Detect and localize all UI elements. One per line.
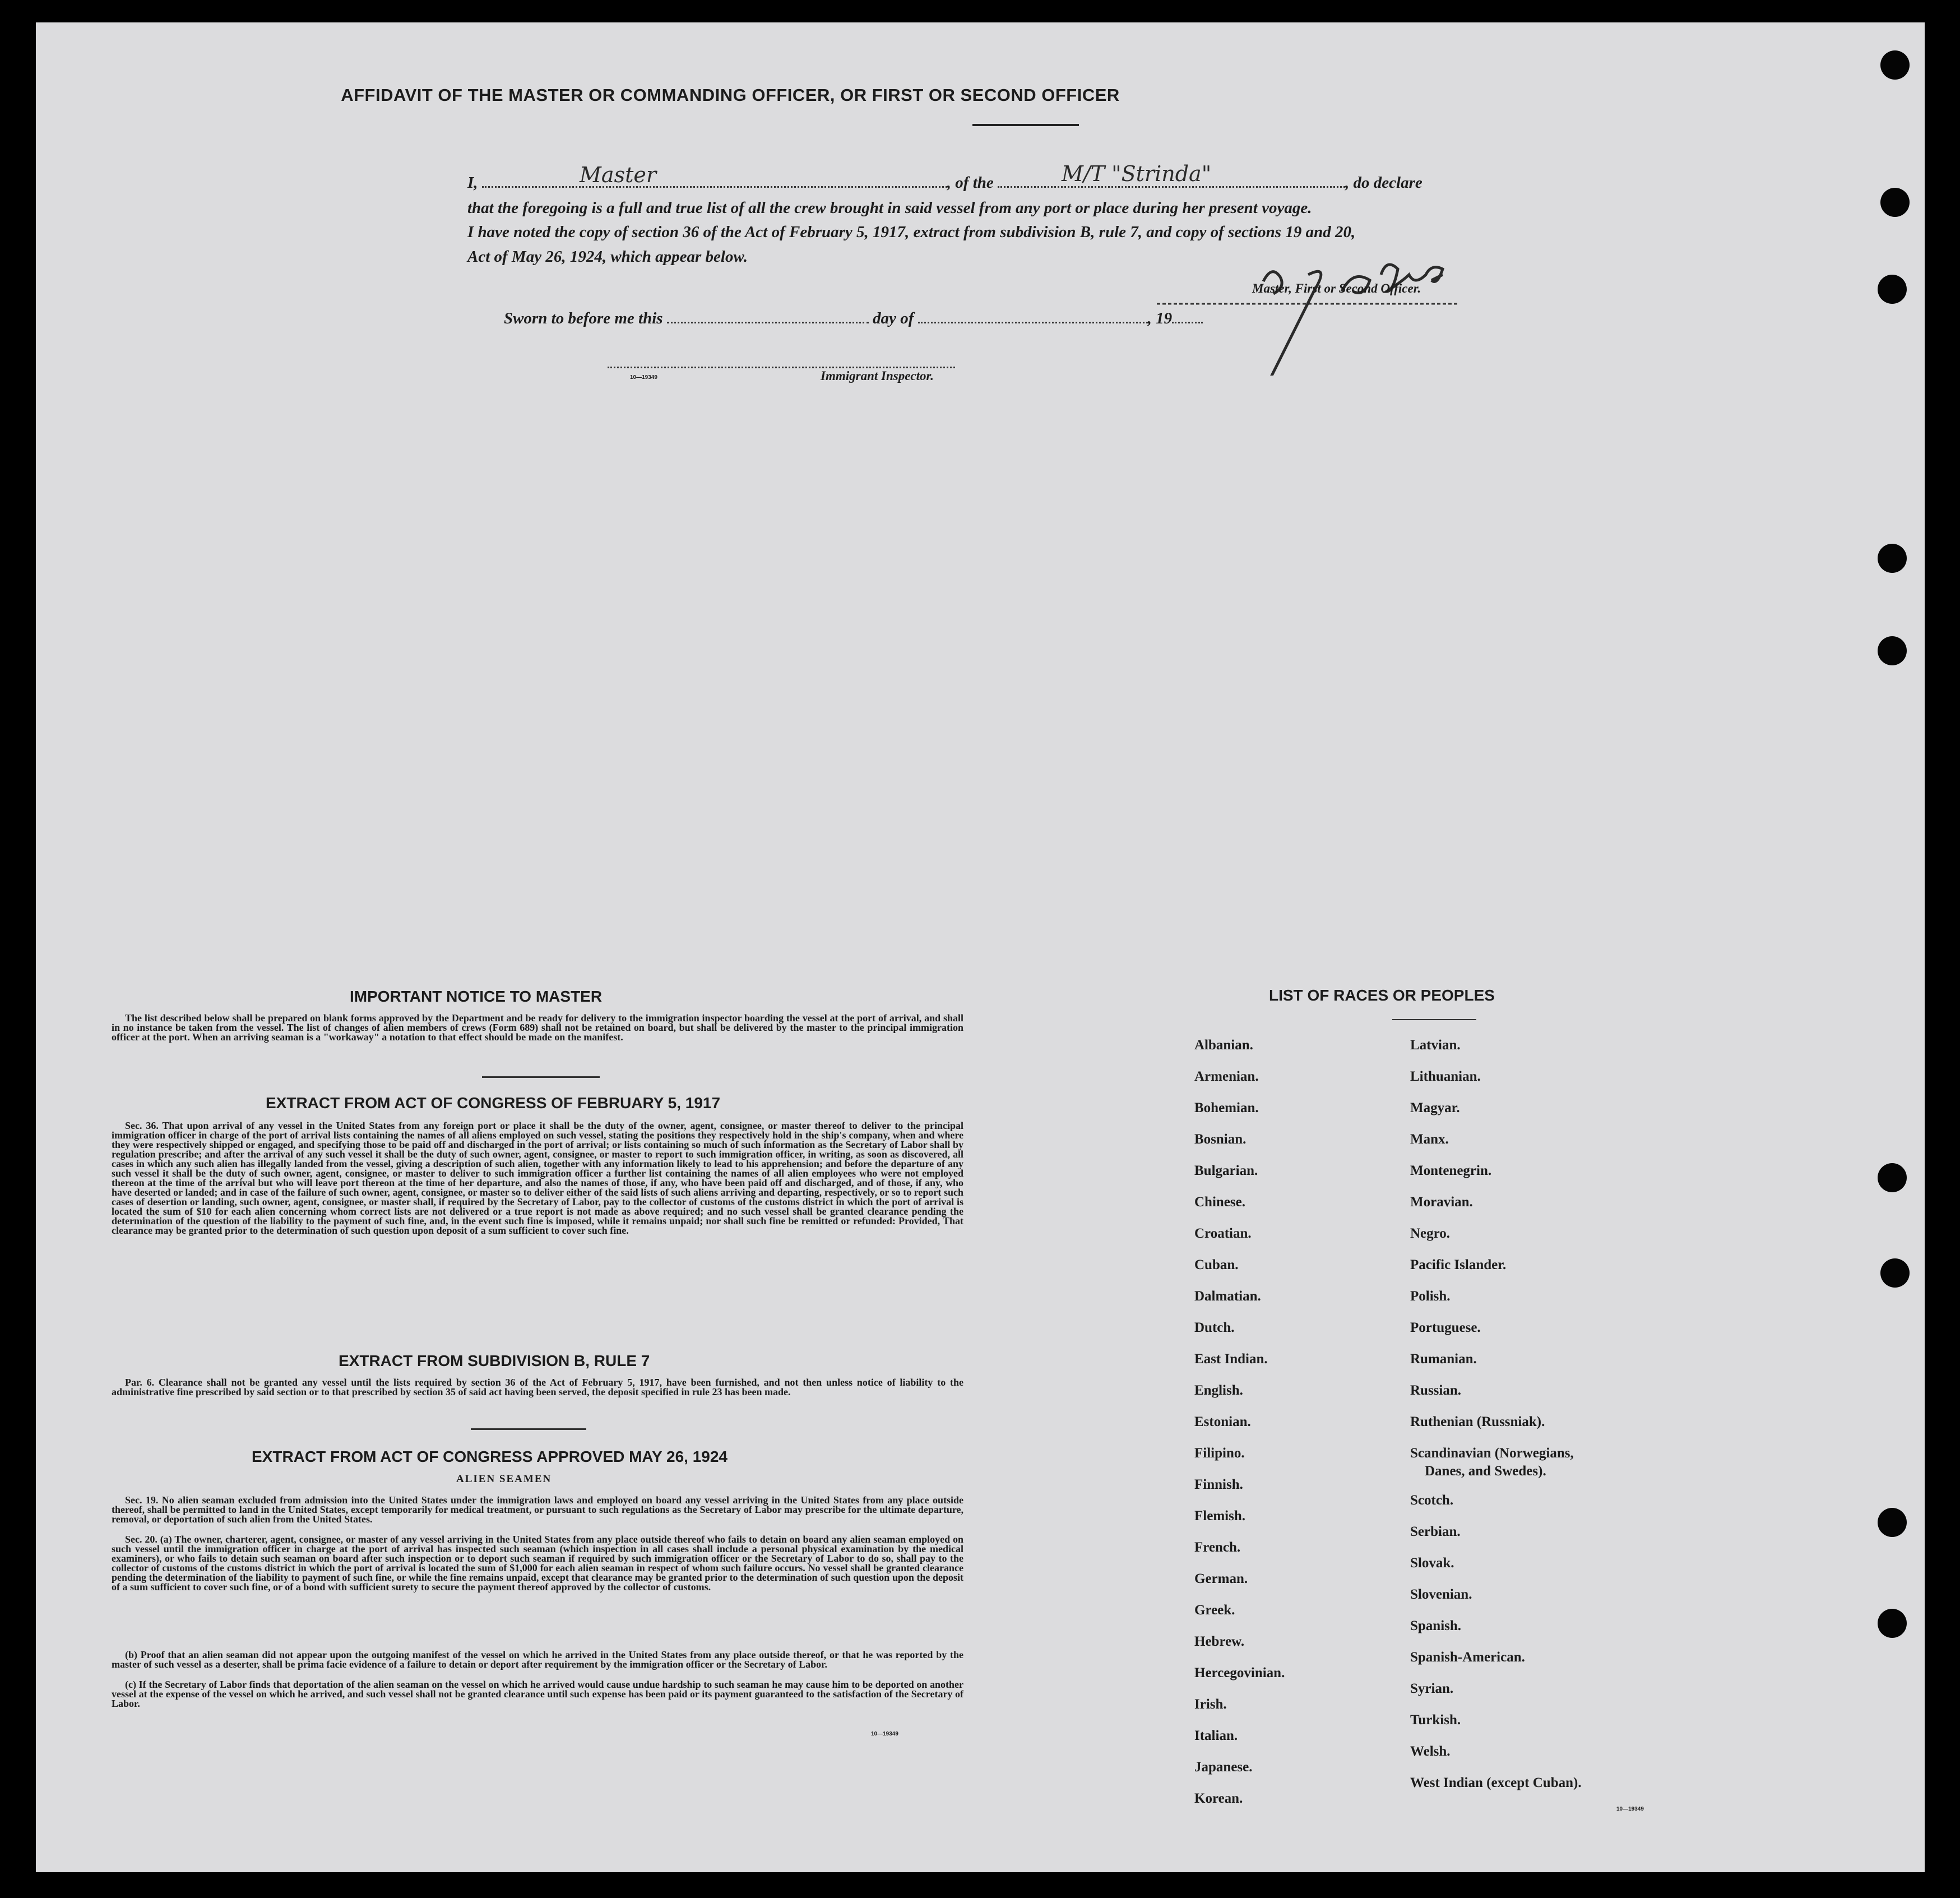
declare-label: , do declare xyxy=(1345,174,1422,192)
races-form-number: 10—19349 xyxy=(1616,1806,1644,1812)
race-item: Turkish. xyxy=(1410,1712,1461,1728)
day-of-label: day of xyxy=(873,309,914,327)
sworn-line xyxy=(504,309,1203,328)
alien-seamen-subtitle: ALIEN SEAMEN xyxy=(456,1473,552,1485)
race-item: Latvian. xyxy=(1410,1038,1461,1053)
sworn-month-field xyxy=(918,321,1148,323)
race-item: Spanish. xyxy=(1410,1618,1462,1633)
race-item: Manx. xyxy=(1410,1132,1449,1147)
inspector-caption: Immigrant Inspector. xyxy=(821,369,934,383)
signature xyxy=(1146,241,1549,376)
race-item: Filipino. xyxy=(1194,1446,1245,1461)
races-rule xyxy=(1392,1019,1476,1020)
punch-hole xyxy=(1878,1609,1907,1638)
race-item: Armenian. xyxy=(1194,1069,1259,1084)
race-item: East Indian. xyxy=(1194,1351,1268,1367)
race-item: Slovak. xyxy=(1410,1556,1454,1571)
title-rule xyxy=(972,124,1079,126)
race-item: Polish. xyxy=(1410,1289,1451,1304)
race-item: Hebrew. xyxy=(1194,1634,1245,1649)
affidavit-title: AFFIDAVIT OF THE MASTER OR COMMANDING OFFICER, OR FIRST OR SECOND OFFICER xyxy=(341,85,1120,105)
race-item: Bosnian. xyxy=(1194,1132,1247,1147)
race-item: Estonian. xyxy=(1194,1414,1251,1429)
race-item: Spanish-American. xyxy=(1410,1650,1525,1665)
extract-1924-sec20a: Sec. 20. (a) The owner, charterer, agent, consignee, or master of any vessel arriving in the United States from any place outside thereof who fails to detain on board any alien seaman employed on such vessel until the immigration officer in charge at the port of arrival has inspected such seaman (which inspection in all cases shall include a personal physical examination by the medical examiners), or who fails to detain such seaman on board after such inspection or to deport such seaman if required by such immigration officer or the Secretary of Labor to do so, shall pay to the collector of customs of the customs district in which the port of arrival is located the sum of $1,000 for each alien seaman in respect of whom such failure occurs. No vessel shall be granted clearance pending the determination of the liability to payment of such fine, or while the fine remains unpaid, except that clearance may be granted prior to the determination of such question upon the deposit of a sum sufficient to cover such fine, or of a bond with sufficient surety to secure the payment thereof approved by the collector of customs. xyxy=(112,1534,963,1593)
race-item: Flemish. xyxy=(1194,1508,1245,1524)
of-the-label: , of the xyxy=(947,174,994,192)
race-item: English. xyxy=(1194,1383,1243,1398)
race-item: German. xyxy=(1194,1571,1248,1586)
races-title: LIST OF RACES OR PEOPLES xyxy=(1269,987,1495,1004)
race-item: Portuguese. xyxy=(1410,1320,1481,1335)
race-item: Dutch. xyxy=(1194,1320,1235,1335)
affidavit-line-3: I have noted the copy of section 36 of the Act of February 5, 1917, extract from subdivision B, rule 7, and copy of sections 19 and 20, xyxy=(467,223,1356,241)
extract-form-number: 10—19349 xyxy=(871,1731,898,1737)
race-item: West Indian (except Cuban). xyxy=(1410,1775,1582,1790)
handwritten-vessel: M/T "Strinda" xyxy=(1062,161,1212,186)
extract-1924-sec20b: (b) Proof that an alien seaman did not appear upon the outgoing manifest of the vessel on which he arrived in the United States from any place outside thereof, or that he was reported by the master of such vessel as a deserter, shall be prima facie evidence of a failure to detain or deport after requirement by the immigration officer or the Secretary of Labor. xyxy=(112,1649,963,1670)
race-item: Slovenian. xyxy=(1410,1587,1472,1602)
punch-hole xyxy=(1880,50,1910,80)
race-item: Irish. xyxy=(1194,1697,1227,1712)
affidavit-line-2: that the foregoing is a full and true list of all the crew brought in said vessel from any port or place during her present voyage. xyxy=(467,199,1312,217)
extract-1924-sec20c: (c) If the Secretary of Labor finds that deportation of the alien seaman on the vessel on which he arrived would cause undue hardship to such seaman he may cause him to be deported on another vessel at the expense of the vessel on which he arrived, and such vessel shall not be granted clearance until such expense has been paid or its payment guaranteed to the satisfaction of the Secretary of Labor. xyxy=(112,1679,963,1709)
handwritten-rank: Master xyxy=(580,163,656,187)
race-item: Bohemian. xyxy=(1194,1100,1259,1115)
race-item: Welsh. xyxy=(1410,1744,1451,1759)
race-item: Bulgarian. xyxy=(1194,1163,1258,1178)
race-item: Hercegovinian. xyxy=(1194,1665,1285,1681)
race-item: Russian. xyxy=(1410,1383,1462,1398)
divider-1 xyxy=(482,1076,600,1078)
race-item: Korean. xyxy=(1194,1791,1243,1806)
sworn-label: Sworn to before me this xyxy=(504,309,663,327)
notice-title: IMPORTANT NOTICE TO MASTER xyxy=(350,988,603,1005)
punch-hole xyxy=(1878,544,1907,573)
inspector-signature-field xyxy=(608,365,955,368)
rank-field xyxy=(482,185,947,188)
punch-hole xyxy=(1878,275,1907,304)
race-item: Danes, and Swedes). xyxy=(1425,1464,1546,1479)
race-item: Ruthenian (Russniak). xyxy=(1410,1414,1545,1429)
divider-2 xyxy=(471,1428,586,1430)
punch-hole xyxy=(1878,1508,1907,1537)
race-item: Dalmatian. xyxy=(1194,1289,1261,1304)
document-page xyxy=(36,22,1925,1872)
race-item: Cuban. xyxy=(1194,1257,1239,1272)
extract-1917-title: EXTRACT FROM ACT OF CONGRESS OF FEBRUARY 5, 1917 xyxy=(266,1094,721,1112)
extract-1917-body: Sec. 36. That upon arrival of any vessel in the United States from any foreign port or place it shall be the duty of the owner, agent, consignee, or master thereof to deliver to the principal immigration officer in charge of the port of arrival lists containing the names of all aliens employed on such vessel, stating the positions they respectively hold in the ship's company, when and where they were respectively shipped or engaged, and specifying those to be paid off and discharged in the port of arrival; or lists containing so much of such information as the Secretary of Labor shall by regulation prescribe; and after the arrival of any such vessel it shall be the duty of such owner, agent, consignee, or master to report to such immigration officer, in writing, as soon as discovered, all cases in which any such alien has illegally landed from the vessel, giving a description of such alien, together with any information likely to lead to his apprehension; and before the departure of any such vessel it shall be the duty of such owner, agent, consignee, or master to deliver to such immigration officer a further list containing the names of all alien employees who were not employed thereon at the time of the arrival but who will leave port thereon at the time of her departure, and also the names of those, if any, who have been paid off and discharged, and of those, if any, who have deserted or landed; and in case of the failure of such owner, agent, consignee, or master so to deliver either of the said lists of such aliens arriving and departing, respectively, or so to report such cases of desertion or landing, such owner, agent, consignee, or master shall, if required by the Secretary of Labor, pay to the collector of customs of the customs district in which the port of arrival is located the sum of $10 for each alien concerning whom correct lists are not delivered or a true report is not made as above required; and no such vessel shall be granted clearance pending the determination of the question of the liability to the payment of such fine, and, in the event such fine is imposed, while it remains unpaid; nor shall such fine be remitted or refunded: Provided, That clearance may be granted prior to the determination of such question upon deposit of a sum sufficient to cover such fine. xyxy=(112,1120,963,1236)
punch-hole xyxy=(1878,1163,1907,1192)
race-item: Serbian. xyxy=(1410,1524,1461,1539)
punch-hole xyxy=(1878,636,1907,665)
year-field xyxy=(1172,321,1203,323)
extract-1924-title: EXTRACT FROM ACT OF CONGRESS APPROVED MAY 26, 1924 xyxy=(252,1448,728,1465)
race-item: Moravian. xyxy=(1410,1195,1473,1210)
race-item: Rumanian. xyxy=(1410,1351,1477,1367)
race-item: Chinese. xyxy=(1194,1195,1245,1210)
rule7-body: Par. 6. Clearance shall not be granted any vessel until the lists required by section 36 of the Act of February 5, 1917, have been furnished, and not then unless notice of liability to the administrative fine prescribed by said section or to that prescribed by section 35 of said act having been served, the deposit specified in rule 23 has been made. xyxy=(112,1377,963,1397)
race-item: Syrian. xyxy=(1410,1681,1454,1696)
race-item: Croatian. xyxy=(1194,1226,1252,1241)
race-item: Japanese. xyxy=(1194,1760,1253,1775)
race-item: Scotch. xyxy=(1410,1493,1454,1508)
race-item: Italian. xyxy=(1194,1728,1238,1743)
race-item: Magyar. xyxy=(1410,1100,1460,1115)
race-item: French. xyxy=(1194,1540,1241,1555)
affidavit-line-4: Act of May 26, 1924, which appear below. xyxy=(467,248,748,266)
race-item: Scandinavian (Norwegians, xyxy=(1410,1446,1574,1461)
punch-hole xyxy=(1880,188,1910,217)
race-item: Albanian. xyxy=(1194,1038,1253,1053)
rule7-title: EXTRACT FROM SUBDIVISION B, RULE 7 xyxy=(339,1352,650,1369)
signature-caption: Master, First or Second Officer. xyxy=(1252,281,1421,295)
race-item: Greek. xyxy=(1194,1603,1235,1618)
i-label: I, xyxy=(467,174,478,192)
race-item: Montenegrin. xyxy=(1410,1163,1492,1178)
race-item: Lithuanian. xyxy=(1410,1069,1481,1084)
year-label: , 19 xyxy=(1147,309,1173,327)
sworn-day-field xyxy=(667,321,869,323)
notice-body: The list described below shall be prepared on blank forms approved by the Department and be ready for delivery to the immigration inspector boarding the vessel at the port of arrival, and shall in no instance be taken from the vessel. The list of changes of alien members of crews (Form 689) shall not be retained on board, but shall be delivered by the master to the principal immigration officer at the port. When an arriving seaman is a "workaway" a notation to that effect should be made on the manifest. xyxy=(112,1012,963,1043)
race-item: Negro. xyxy=(1410,1226,1451,1241)
race-item: Pacific Islander. xyxy=(1410,1257,1507,1272)
punch-hole xyxy=(1880,1258,1910,1288)
race-item: Finnish. xyxy=(1194,1477,1243,1492)
affidavit-form-number: 10—19349 xyxy=(630,374,657,381)
extract-1924-sec19: Sec. 19. No alien seaman excluded from admission into the United States under the immigration laws and employed on board any vessel arriving in the United States from any place outside thereof, shall be permitted to land in the United States, except temporarily for medical treatment, or pursuant to such regulations as the Secretary of Labor may prescribe for the ultimate departure, removal, or deportation of such alien from the United States. xyxy=(112,1494,963,1525)
